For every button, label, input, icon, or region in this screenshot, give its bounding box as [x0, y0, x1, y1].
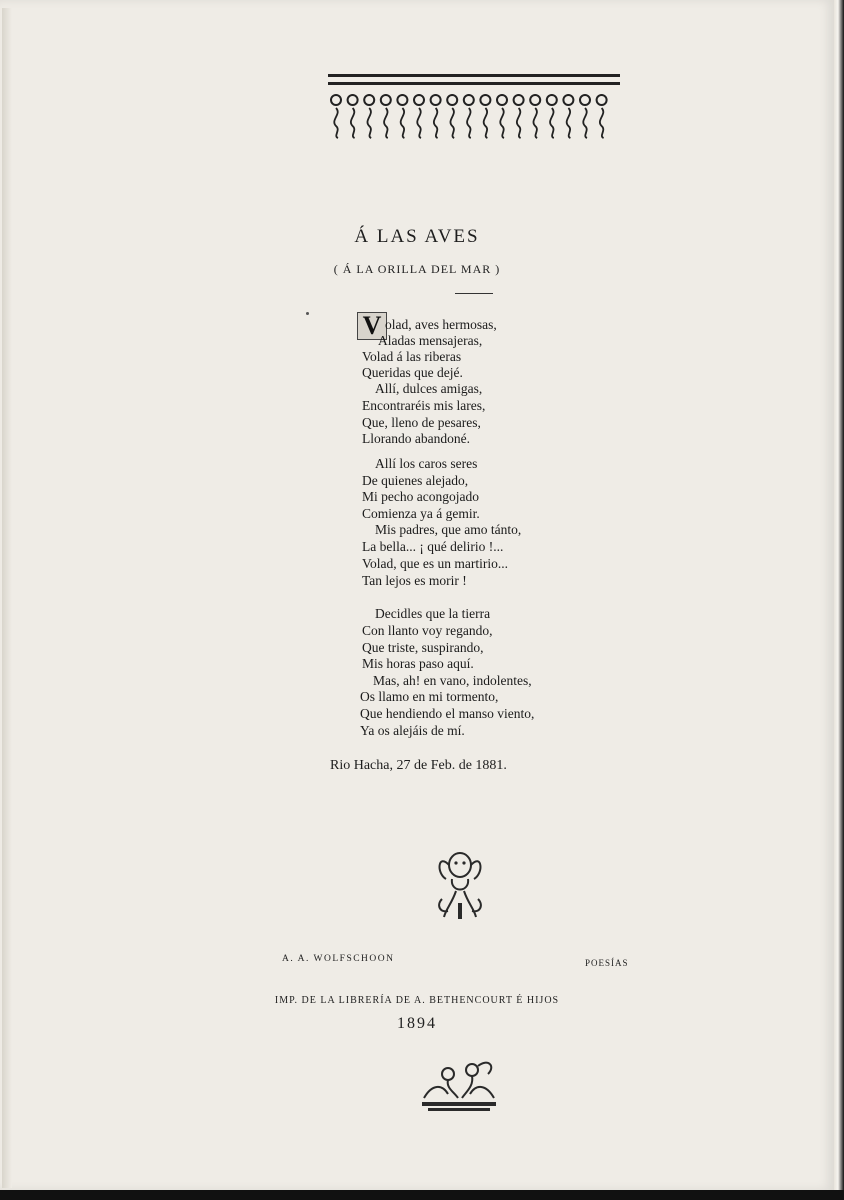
- poem-line: Mis padres, que amo tánto,: [375, 522, 522, 537]
- poem-line: Tan lejos es morir !: [362, 573, 467, 588]
- poem-line: Allí los caros seres: [375, 456, 478, 471]
- poem-line: Llorando abandoné.: [362, 431, 470, 446]
- ornamental-border-icon: [328, 72, 620, 142]
- poem-line: Mas, ah! en vano, indolentes,: [373, 673, 532, 688]
- author-name: A. A. WOLFSCHOON: [282, 954, 395, 964]
- scan-border: [0, 1190, 844, 1200]
- poem-line: Que hendiendo el manso viento,: [360, 706, 535, 721]
- drop-cap: V: [357, 312, 387, 340]
- adjacent-page-edge: [834, 0, 844, 1200]
- poem-line: Que triste, suspirando,: [362, 640, 484, 655]
- poem-title: Á LAS AVES: [354, 226, 480, 247]
- page-edge: [2, 8, 12, 1188]
- cherub-vignette-icon: [432, 843, 488, 921]
- poem-line: Aladas mensajeras,: [378, 333, 483, 348]
- poem-line: Con llanto voy regando,: [362, 623, 493, 638]
- poem-line: Os llamo en mi tormento,: [360, 689, 499, 704]
- poem-line: Encontraréis mis lares,: [362, 398, 486, 413]
- poem-line: Mis horas paso aquí.: [362, 656, 474, 671]
- poem-line: Decidles que la tierra: [375, 606, 491, 621]
- poem-line: Allí, dulces amigas,: [375, 381, 483, 396]
- title-rule: [455, 293, 493, 294]
- poem-line: Que, lleno de pesares,: [362, 415, 481, 430]
- poem-line: Ya os alejáis de mí.: [360, 723, 465, 738]
- place-date: Rio Hacha, 27 de Feb. de 1881.: [330, 758, 507, 773]
- poem-line: Volad á las riberas: [362, 349, 462, 364]
- page-dot: [306, 312, 309, 315]
- poem-line: Queridas que dejé.: [362, 365, 463, 380]
- poem-line: La bella... ¡ qué delirio !...: [362, 539, 504, 554]
- book-title: POESÍAS: [585, 958, 629, 968]
- poem-subtitle: ( Á LA ORILLA DEL MAR ): [333, 262, 501, 276]
- poem-line: Mi pecho acongojado: [362, 489, 479, 504]
- putti-colophon-icon: [418, 1054, 500, 1114]
- printer-imprint: IMP. DE LA LIBRERÍA DE A. BETHENCOURT É HIJOS: [274, 995, 560, 1006]
- poem-line: Comienza ya á gemir.: [362, 506, 480, 521]
- poem-line: Volad, que es un martirio...: [362, 556, 508, 571]
- publication-year: 1894: [397, 1015, 437, 1032]
- poem-line: De quienes alejado,: [362, 473, 469, 488]
- poem-line: olad, aves hermosas,: [385, 317, 497, 332]
